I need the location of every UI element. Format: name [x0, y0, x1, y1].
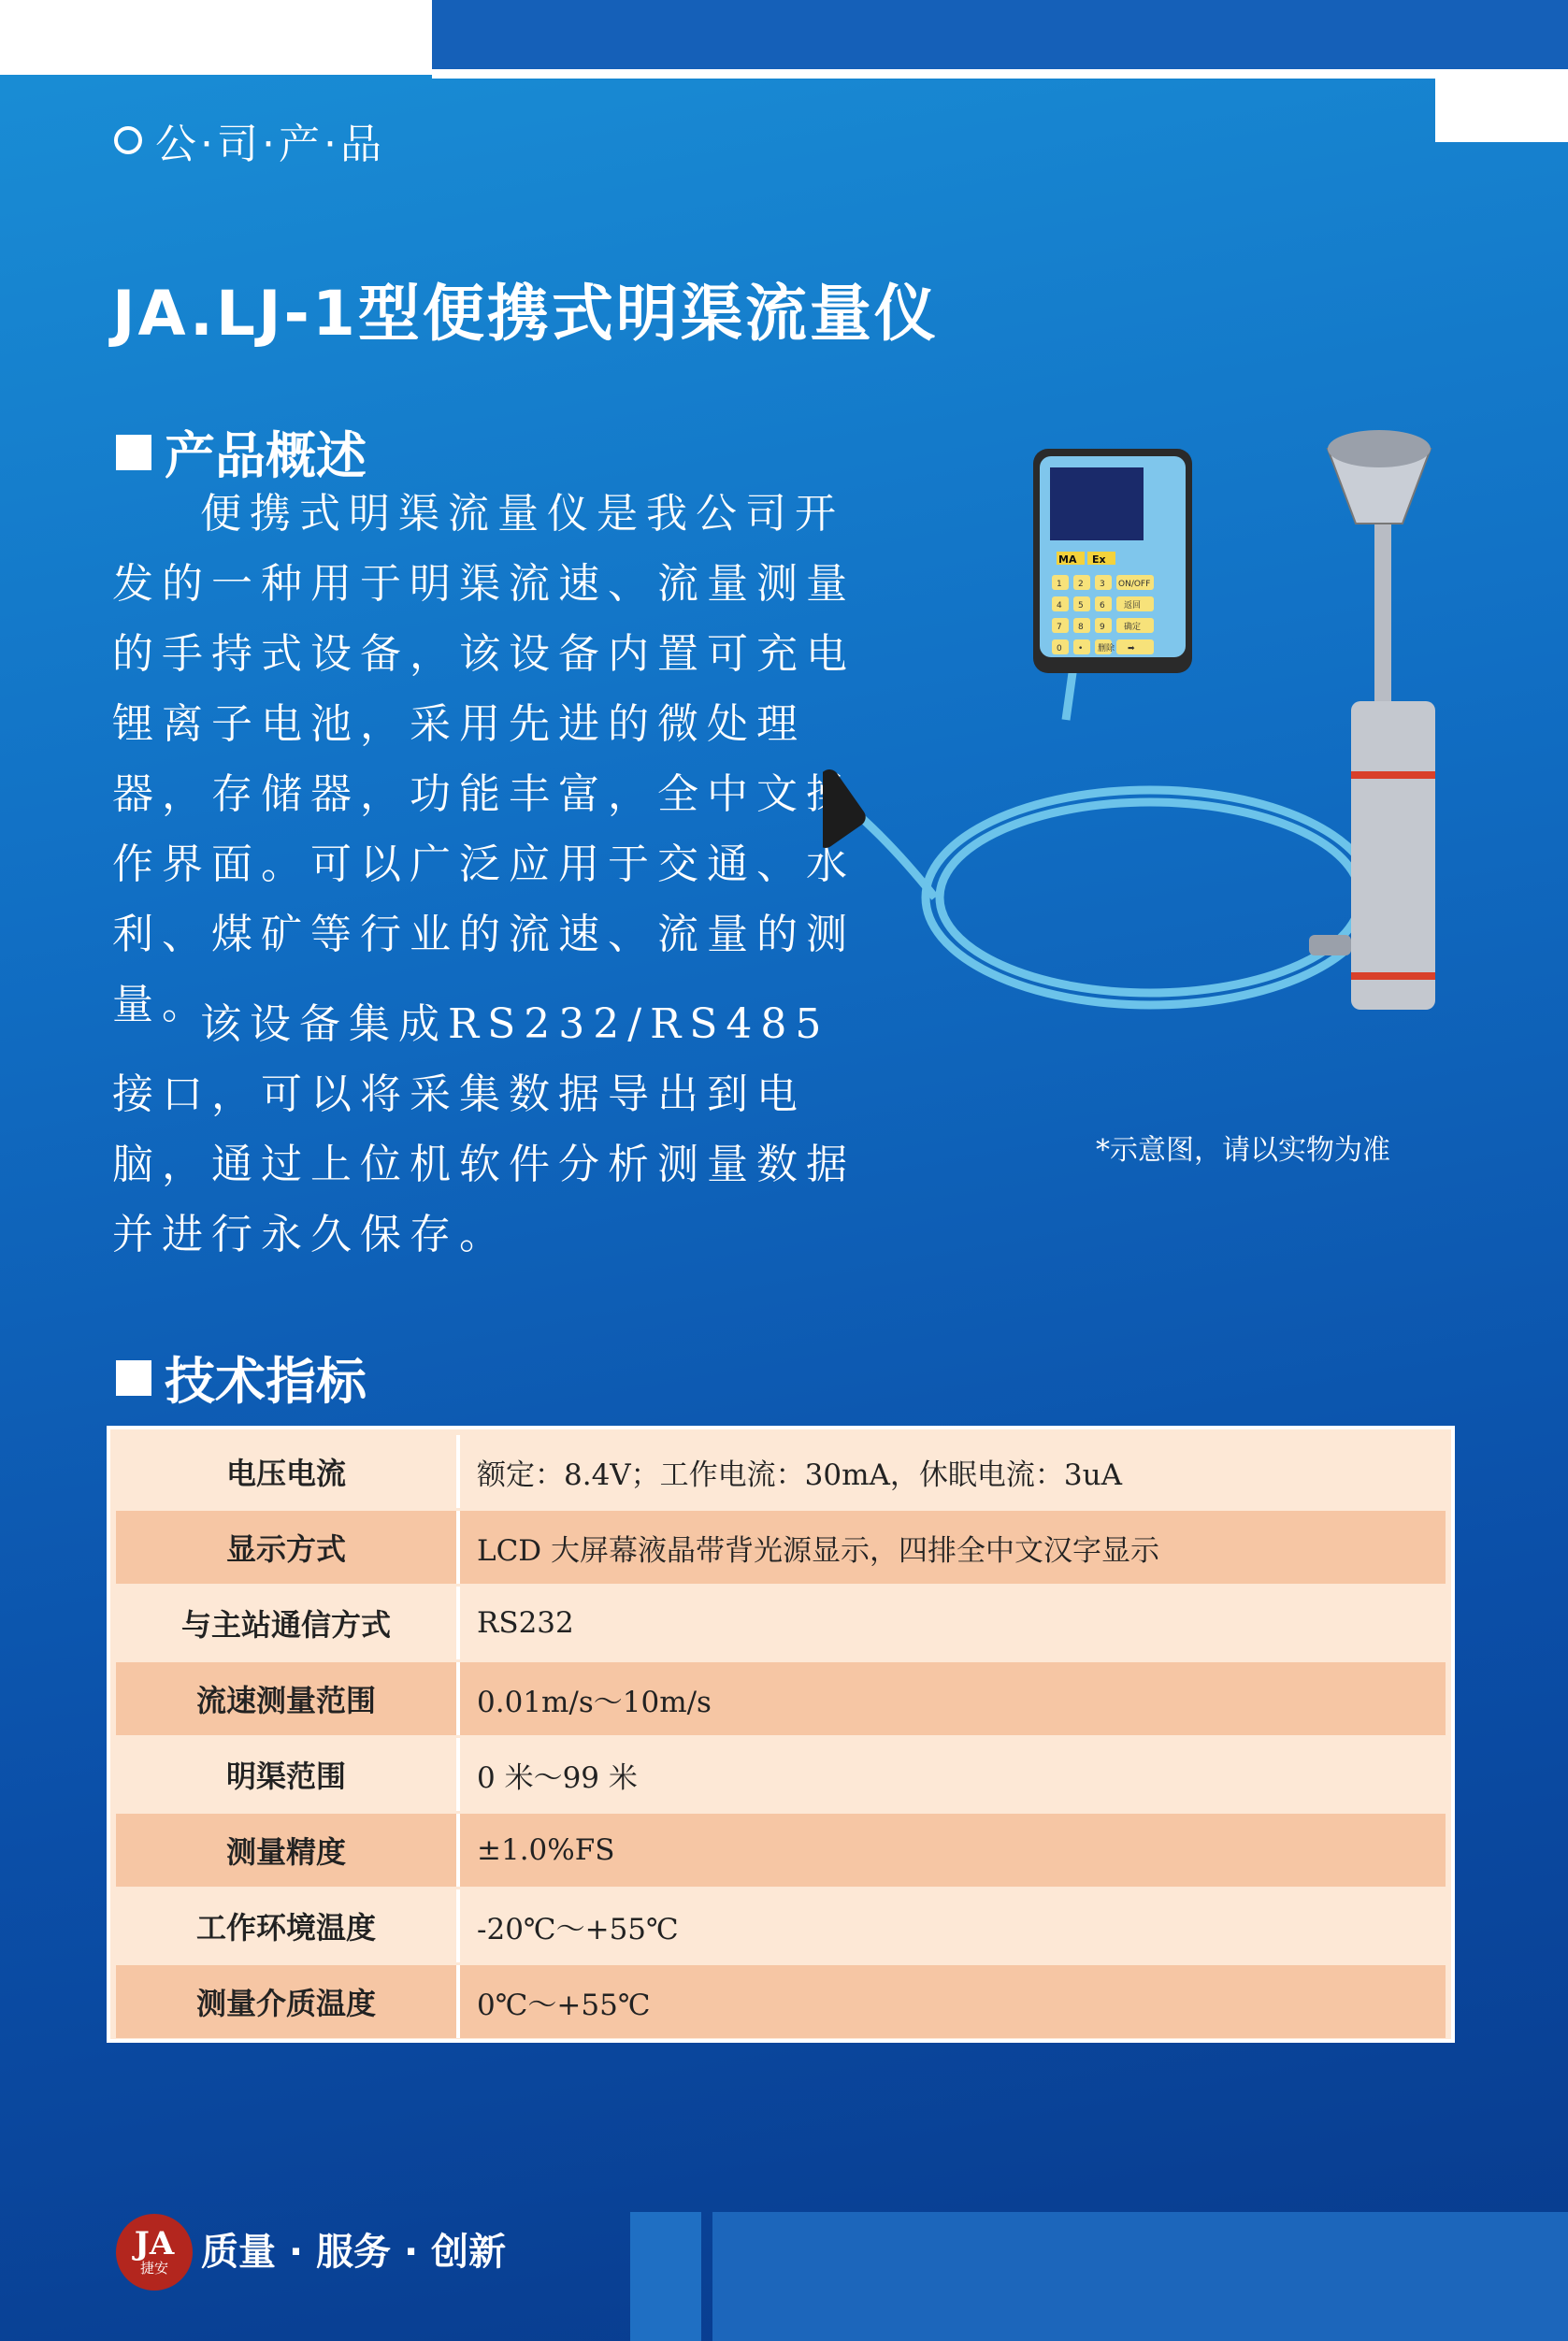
- svg-text:返回: 返回: [1124, 601, 1142, 610]
- table-row: [116, 1662, 1446, 1735]
- flow-probe-icon: [1309, 430, 1435, 1010]
- spec-key: 显示方式: [116, 1511, 460, 1584]
- circle-bullet-icon: [114, 126, 142, 154]
- svg-text:6: 6: [1100, 601, 1105, 610]
- top-blue-banner: [432, 0, 1568, 69]
- spec-key: 电压电流: [116, 1435, 460, 1508]
- footer-decor-block: [630, 2212, 701, 2341]
- device-illustration: [823, 411, 1496, 1131]
- svg-text:1: 1: [1057, 580, 1062, 589]
- svg-text:3: 3: [1100, 580, 1105, 589]
- svg-text:8: 8: [1078, 623, 1084, 632]
- spec-value: -20℃～+55℃: [477, 1912, 679, 1946]
- svg-text:确定: 确定: [1124, 623, 1142, 632]
- specs-heading-text: 技术指标: [165, 1352, 367, 1411]
- square-bullet-icon: [116, 1360, 151, 1396]
- spec-value: 额定：8.4V；工作电流：30mA，休眠电流：3uA: [477, 1458, 1122, 1492]
- svg-text:MA: MA: [1058, 553, 1077, 566]
- spec-key: 测量介质温度: [116, 1965, 460, 2038]
- svg-text:5: 5: [1078, 601, 1084, 610]
- overview-heading: [116, 416, 367, 488]
- overview-paragraph-1: 便携式明渠流量仪是我公司开发的一种用于明渠流速、流量测量的手持式设备，该设备内置可充电锂离子电池，采用先进的微处理器，存储器，功能丰富，全中文操作界面。可以广泛应用于交通、水利、煤矿等行业的流速、流量的测量。: [112, 490, 856, 1028]
- company-logo: [116, 2214, 193, 2291]
- spec-value: 0℃～+55℃: [477, 1988, 651, 2022]
- table-row: [116, 1814, 1446, 1887]
- spec-key: 工作环境温度: [116, 1889, 460, 1962]
- svg-text:ON/OFF: ON/OFF: [1118, 580, 1151, 589]
- spec-key: 流速测量范围: [116, 1662, 460, 1735]
- table-row: [116, 1435, 1446, 1508]
- spec-value: ±1.0%FS: [477, 1833, 615, 1867]
- svg-text:➡: ➡: [1128, 644, 1135, 653]
- cable-connector-icon: [823, 766, 870, 852]
- svg-text:7: 7: [1057, 623, 1062, 632]
- company-products-label: 公·司·产·品: [155, 121, 385, 168]
- square-bullet-icon: [116, 435, 151, 470]
- product-title: JA.LJ-1型便携式明渠流量仪: [112, 278, 939, 350]
- top-right-white-tab: [1435, 79, 1568, 142]
- svg-text:2: 2: [1078, 580, 1084, 589]
- spec-key: 明渠范围: [116, 1738, 460, 1811]
- svg-text:删除: 删除: [1098, 644, 1115, 653]
- spec-value: 0 米～99 米: [477, 1760, 638, 1795]
- spec-key: 与主站通信方式: [116, 1587, 460, 1659]
- spec-table: [107, 1426, 1455, 2043]
- table-row: [116, 1738, 1446, 1811]
- logo-subtext: 捷安: [139, 2260, 168, 2276]
- overview-heading-text: 产品概述: [165, 426, 367, 485]
- logo-letters: JA: [134, 2225, 175, 2262]
- footer-decor-block: [712, 2212, 1568, 2341]
- spec-value: 0.01m/s～10m/s: [477, 1685, 712, 1719]
- svg-text:•: •: [1078, 644, 1084, 653]
- company-products-tag: [114, 110, 385, 170]
- image-caption: *示意图，请以实物为准: [1096, 1134, 1390, 1167]
- svg-text:9: 9: [1100, 623, 1105, 632]
- svg-text:4: 4: [1057, 601, 1062, 610]
- top-white-block: [0, 0, 432, 75]
- company-slogan: 质量 · 服务 · 创新: [201, 2231, 507, 2274]
- svg-text:0: 0: [1057, 644, 1062, 653]
- svg-text:Ex: Ex: [1092, 553, 1106, 566]
- spec-value: LCD 大屏幕液晶带背光源显示，四排全中文汉字显示: [477, 1533, 1160, 1568]
- specs-heading: [116, 1342, 367, 1414]
- table-row: [116, 1587, 1446, 1659]
- spec-value: RS232: [477, 1606, 574, 1640]
- overview-paragraph-2: 该设备集成RS232/RS485接口，可以将采集数据导出到电脑，通过上位机软件分析测量数据并进行永久保存。: [112, 1000, 856, 1258]
- table-row: [116, 1965, 1446, 2038]
- table-row: [116, 1889, 1446, 1962]
- table-row: [116, 1511, 1446, 1584]
- handheld-unit-icon: [1033, 449, 1192, 673]
- top-white-line: [432, 69, 1568, 79]
- spec-key: 测量精度: [116, 1814, 460, 1887]
